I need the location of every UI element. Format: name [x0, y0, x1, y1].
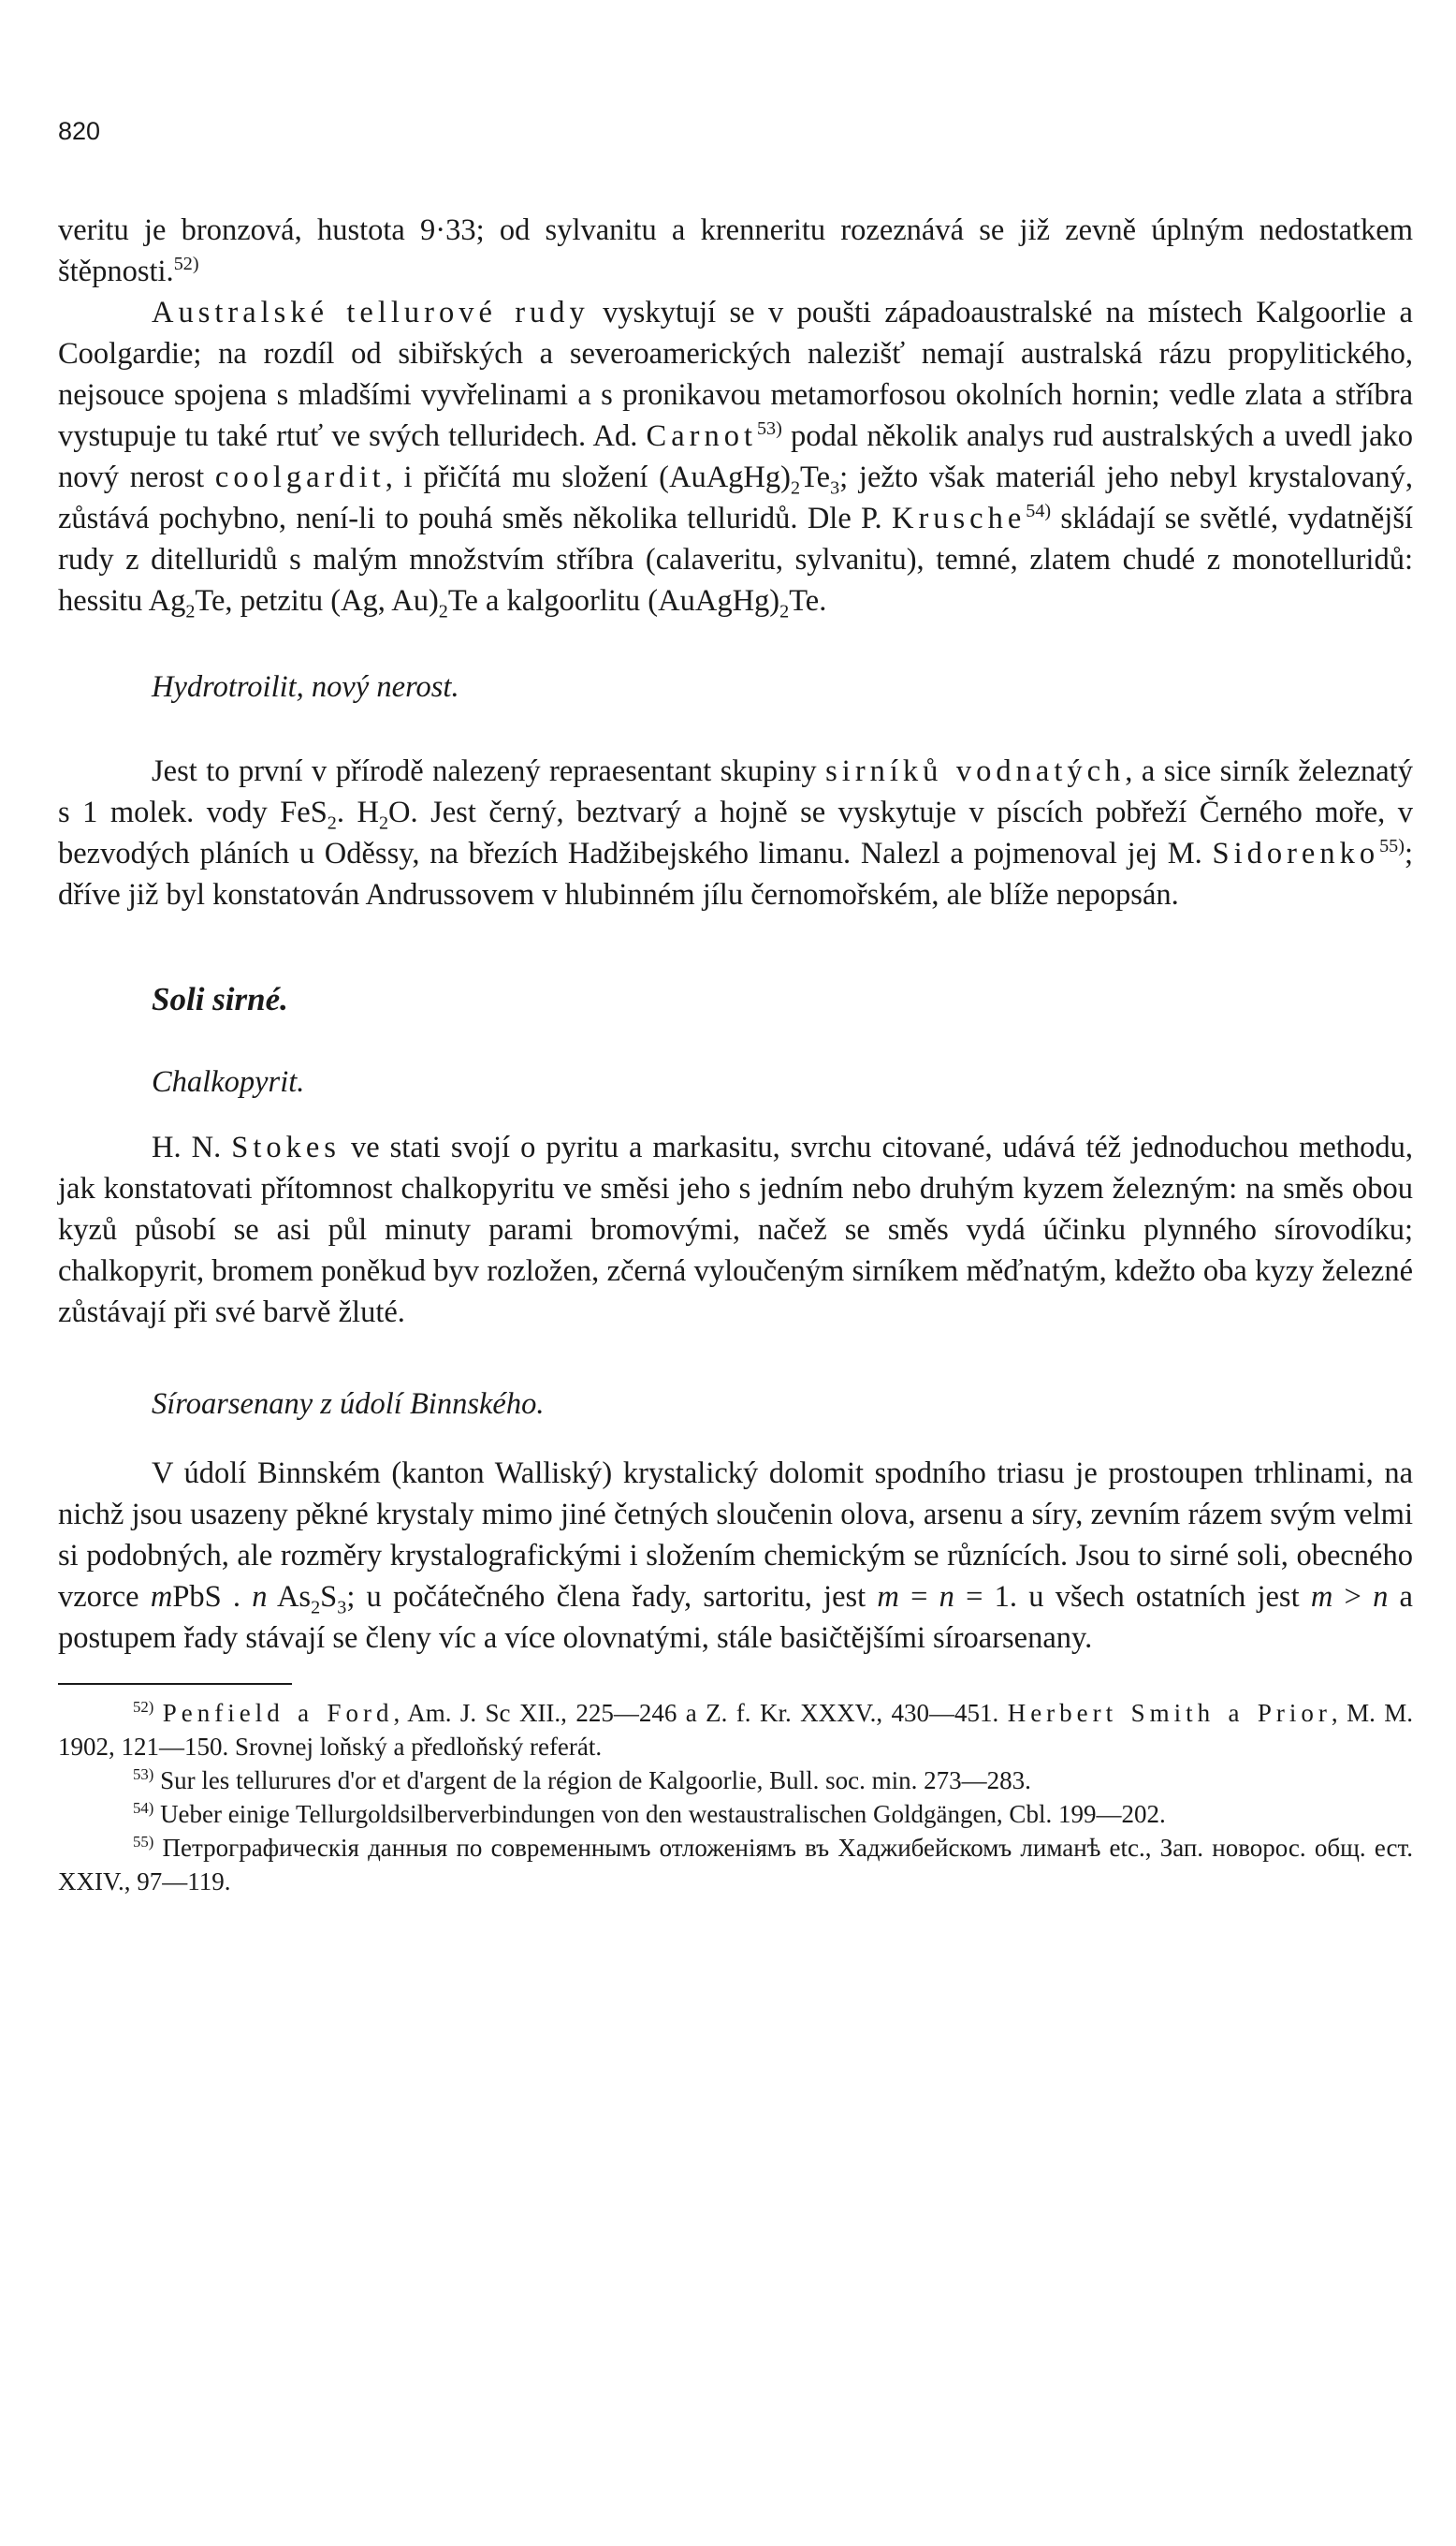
- paragraph-tellurium-ores: Australské tellurové rudy vyskytují se v poušti západoaustralské na místech Kalgoorlie a Coolgardie; na rozdíl od sibiřských a severoamerických nalezišť nemají australská rázu propylitického, nejsouce spojena s mladšími vyvřelinami a s pronikavou metamorfosou okolních hornin; vedle zlata a stříbra vystupuje tu také rtuť ve svých telluridech. Ad. Carnot$^{53)}$ podal několik analys rud australských a uvedl jako nový nerost coolgardit, i přičítá mu složení $(AuAgHg)_2Te_3$; ježto však materiál jeho nebyl krystalovaný, zůstává pochybno, není-li to pouhá směs několika telluridů. Dle P. Krusche$^{54)}$ skládají se světlé, vydatnější rudy z ditelluridů s malým množstvím stříbra (calaveritu, sylvanitu), temné, zlatem chudé z monotelluridů: hessitu $Ag_2Te$, petzitu (Ag, $Au)_2Te$ a kalgoorlitu $(AuAgHg)_2Te$.: [58, 296, 1414, 622]
- page-number: 820: [58, 117, 101, 145]
- footnotes: [58, 1696, 1413, 1898]
- heading-soli-sirne: Soli sirné.: [152, 981, 288, 1017]
- footnote-ref-53[interactable]: 53): [756, 418, 782, 440]
- footnote-divider: [58, 1683, 292, 1685]
- heading-chalkopyrit: Chalkopyrit.: [152, 1065, 305, 1099]
- paragraph-hydrotroilit: Jest to první v přírodě nalezený repraesentant skupiny sirníků vodnatých, a sice sirník železnatý s 1 molek. vody FeS$_2$. $H_2O$. Jest černý, beztvarý a hojně se vyskytuje v píscích pobřeží Černého moře, v bezvodých pláních u Oděssy, na březích Hadžibejského limanu. Nalezl a pojmenoval jej M. Sidorenko$^{55)}$; dříve již byl konstatován Andrussovem v hlubinném jílu černomořském, ale blíže nepopsán.: [58, 754, 1413, 912]
- heading-siroarsenany: Síroarsenany z údolí Binnského.: [152, 1387, 545, 1421]
- paragraph-siroarsenany: V údolí Binnském (kanton Walliský) krystalický dolomit spodního triasu je prostoupen trhlinami, na nichž jsou usazeny pěkné krystaly mimo jiné četných sloučenin olova, arsenu a síry, zevním rázem svým velmi si podobných, ale rozměry krystalografickými i složením chemickým se různících. Jsou to sirné soli, obecného vzorce mPbS . n $As_2S_3$; u počátečného člena řady, sartoritu, jest m = n = 1. u všech ostatních jest m > n a postupem řady stávají se členy víc a více olovnatými, stále basičtějšími síroarsenany.: [58, 1456, 1413, 1655]
- paragraph-chalkopyrit: H. N. Stokes ve stati svojí o pyritu a markasitu, svrchu citované, udává též jednoduchou methodu, jak konstatovati přítomnost chalkopyritu ve směsi jeho s jedním nebo druhým kyzem železným: na směs obou kyzů působí se asi půl minuty parami bromovými, načež se směs vydá účinku plynného sírovodíku; chalkopyrit, bromem poněkud byv rozložen, zčerná vyloučeným sirníkem měďnatým, kdežto oba kyzy železné zůstávají při své barvě žluté.: [58, 1131, 1413, 1329]
- footnote-54: $^{54)}$ Ueber einige Tellurgoldsilberverbindungen von den westaustralischen Goldgängen, Cbl. 199—202.: [133, 1799, 1166, 1828]
- page-body: [58, 210, 1413, 1898]
- paragraph-1: veritu je bronzová, hustota 9·33; od sylvanitu a krenneritu rozeznává se již zevně úplným nedostatkem štěpnosti.$^{52)}$: [58, 213, 1413, 288]
- footnote-52: $^{52)}$ Penfield a Ford, Am. J. Sc XII., 225—246 a Z. f. Kr. XXXV., 430—451. Herbert Smith a Prior, M. M. 1902, 121—150. Srovnej loňský a předloňský referát.: [58, 1698, 1413, 1761]
- footnote-ref-54[interactable]: 54): [1026, 501, 1052, 522]
- footnote-53: $^{53)}$ Sur les tellurures d'or et d'argent de la région de Kalgoorlie, Bull. soc. min. 273—283.: [133, 1765, 1031, 1794]
- footnote-ref-55[interactable]: 55): [1379, 836, 1405, 857]
- footnote-ref-52[interactable]: 52): [173, 254, 199, 275]
- footnote-55: $^{55)}$ Петрографическія данныя по современнымъ отложеніямъ въ Хаджибейскомъ лиманѣ etc., Зап. новорос. общ. ест. XXIV., 97—119.: [58, 1833, 1413, 1895]
- heading-hydrotroilit: Hydrotroilit, nový nerost.: [152, 670, 459, 704]
